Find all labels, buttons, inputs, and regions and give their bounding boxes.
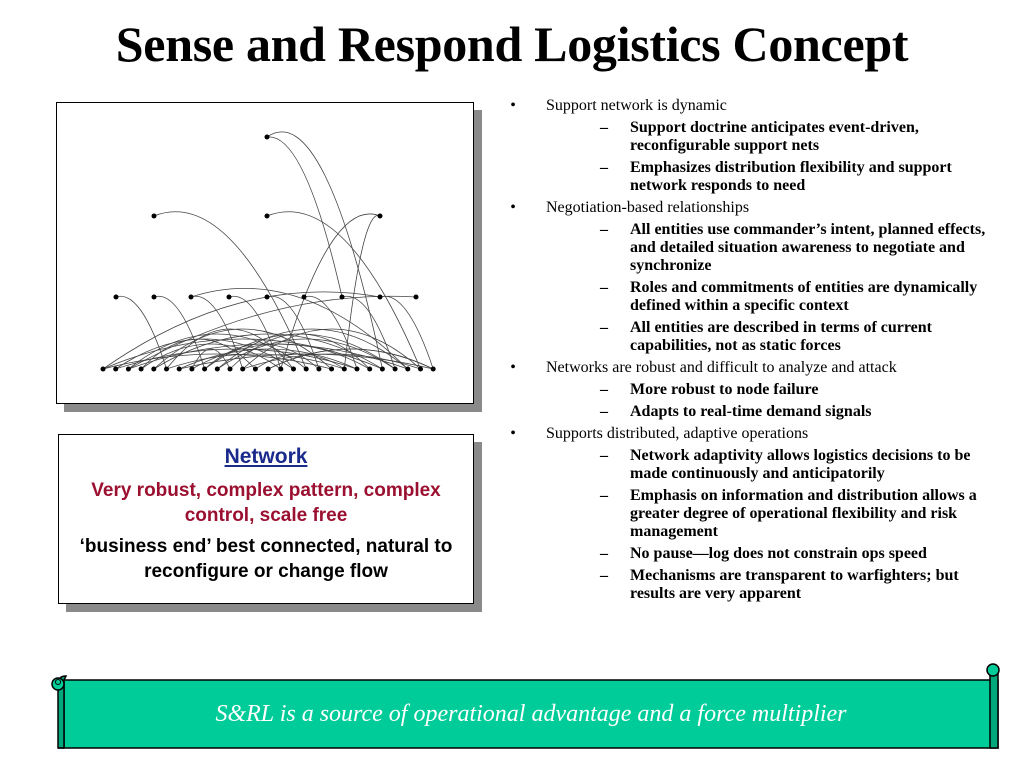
network-node	[393, 367, 398, 372]
sub-bullet-text: Mechanisms are transparent to warfighters; but results are very apparent	[630, 567, 959, 602]
sub-bullet-item	[546, 545, 988, 563]
bullet-marker: •	[510, 359, 516, 376]
network-node	[253, 367, 258, 372]
network-node	[378, 214, 383, 219]
caption-title: Network	[224, 445, 308, 468]
sub-bullet-item	[546, 279, 988, 315]
network-node	[302, 295, 307, 300]
network-node	[278, 367, 283, 372]
network-node	[114, 295, 119, 300]
caption-line2: ‘business end’ best connected, natural to reconfigure or change flow	[79, 536, 453, 582]
sub-bullet-item	[546, 159, 988, 195]
network-node	[414, 295, 419, 300]
bullet-text: Supports distributed, adaptive operations	[546, 425, 809, 442]
bullet-item	[508, 359, 988, 421]
sub-bullet-item	[546, 403, 988, 421]
network-node	[126, 367, 131, 372]
network-node	[340, 295, 345, 300]
dash-marker: –	[600, 159, 608, 176]
network-node	[355, 367, 360, 372]
network-link	[267, 212, 421, 369]
network-node	[342, 367, 347, 372]
sub-bullet-text: All entities use commander’s intent, planned effects, and detailed situation awareness to negotiate and synchronize	[630, 221, 986, 274]
dash-marker: –	[600, 403, 608, 420]
slide-title: Sense and Respond Logistics Concept	[115, 16, 909, 72]
network-node	[152, 295, 157, 300]
sub-bullet-item	[546, 381, 988, 399]
network-node	[113, 367, 118, 372]
sub-bullet-text: Emphasizes distribution flexibility and support network responds to need	[630, 159, 952, 194]
sub-bullet-item	[546, 447, 988, 483]
sub-bullet-item	[546, 119, 988, 155]
sub-bullet-text: Support doctrine anticipates event-driven, reconfigurable support nets	[630, 119, 919, 154]
bullet-text: Networks are robust and difficult to analyze and attack	[546, 359, 897, 376]
sub-bullet-text: All entities are described in terms of current capabilities, not as static forces	[630, 319, 933, 354]
network-node	[265, 135, 270, 140]
network-node	[189, 295, 194, 300]
sub-bullet-text: No pause—log does not constrain ops speed	[630, 545, 927, 562]
network-node	[215, 367, 220, 372]
network-node	[291, 367, 296, 372]
network-node	[101, 367, 106, 372]
bullet-marker: •	[510, 97, 516, 114]
network-link	[154, 296, 205, 369]
dash-marker: –	[600, 447, 608, 464]
network-link	[304, 296, 357, 369]
network-node	[139, 367, 144, 372]
network-node	[265, 295, 270, 300]
dash-marker: –	[600, 221, 608, 238]
sub-bullet-item	[546, 319, 988, 355]
dash-marker: –	[600, 567, 608, 584]
sub-bullet-item	[546, 221, 988, 275]
network-node	[431, 367, 436, 372]
diagram-box	[56, 102, 474, 404]
dash-marker: –	[600, 119, 608, 136]
network-node	[227, 295, 232, 300]
network-node	[265, 214, 270, 219]
banner-text: S&RL is a source of operational advantage and a force multiplier	[215, 700, 847, 727]
sub-bullet-text: More robust to node failure	[630, 381, 819, 398]
network-node	[378, 295, 383, 300]
network-node	[316, 367, 321, 372]
network-node	[405, 367, 410, 372]
dash-marker: –	[600, 319, 608, 336]
sub-bullet-item	[546, 487, 988, 541]
bullet-item	[508, 199, 988, 355]
sub-bullet-text: Roles and commitments of entities are dynamically defined within a specific context	[630, 279, 978, 314]
sub-bullet-text: Emphasis on information and distribution allows a greater degree of operational flexibility and risk management	[630, 487, 977, 540]
sub-bullet-text: Network adaptivity allows logistics decisions to be made continuously and anticipatorily	[630, 447, 971, 482]
caption-box	[58, 434, 474, 604]
network-node	[418, 367, 423, 372]
network-node	[380, 367, 385, 372]
bullet-text: Negotiation-based relationships	[546, 199, 750, 216]
bullet-item	[508, 97, 988, 195]
bullet-list	[508, 97, 988, 607]
bullet-marker: •	[510, 425, 516, 442]
dash-marker: –	[600, 381, 608, 398]
network-node	[202, 367, 207, 372]
network-node	[189, 367, 194, 372]
network-node	[240, 367, 245, 372]
network-node	[164, 367, 169, 372]
dash-marker: –	[600, 279, 608, 296]
sub-bullet-item	[546, 567, 988, 603]
dash-marker: –	[600, 487, 608, 504]
network-node	[266, 367, 271, 372]
bullet-marker: •	[510, 199, 516, 216]
network-node	[228, 367, 233, 372]
network-link	[267, 132, 382, 369]
sub-bullet-text: Adapts to real-time demand signals	[630, 403, 872, 420]
network-node	[152, 214, 157, 219]
network-diagram	[57, 103, 474, 404]
caption-line1: Very robust, complex pattern, complex control, scale free	[91, 480, 441, 526]
dash-marker: –	[600, 545, 608, 562]
bullet-item	[508, 425, 988, 603]
network-link	[267, 137, 342, 297]
bullet-text: Support network is dynamic	[546, 97, 727, 114]
network-node	[177, 367, 182, 372]
network-node	[367, 367, 372, 372]
network-node	[151, 367, 156, 372]
network-node	[329, 367, 334, 372]
network-node	[304, 367, 309, 372]
